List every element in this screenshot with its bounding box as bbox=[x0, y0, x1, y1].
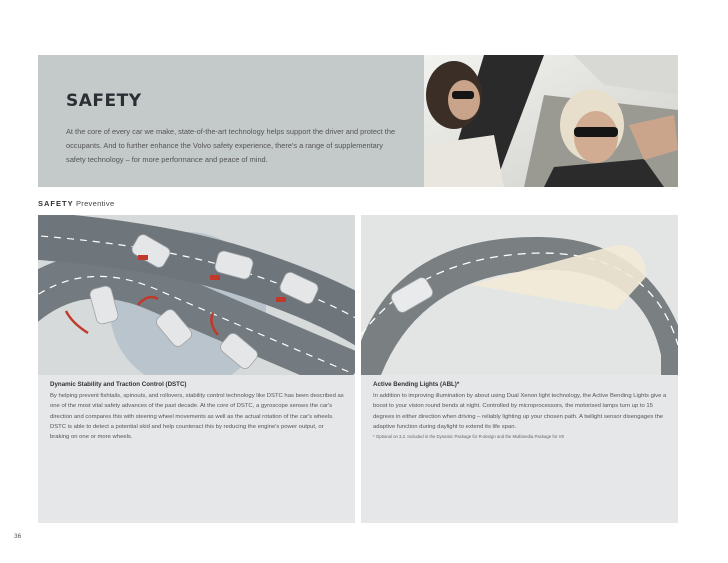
section-label-bold: SAFETY bbox=[38, 199, 74, 208]
intro-text: At the core of every car we make, state-of-the-art technology helps support the driver and protect the occupants. And to further enhance the Volvo safety experience, there's a range of supplementary safety technology – for more performance and peace of mind. bbox=[66, 127, 396, 164]
intro-panel bbox=[38, 55, 424, 187]
abl-footnote: * Optional on 3.2. Included in the Dynamic Package for R-design and the Multimedia Package for V8 bbox=[373, 434, 564, 439]
dstc-title: Dynamic Stability and Traction Control (DSTC) bbox=[50, 381, 187, 388]
section-label-subtitle: Preventive bbox=[75, 199, 115, 208]
dstc-text: By helping prevent fishtails, spinouts, and rollovers, stability control technology like DSTC has been described as one of the most vital safety advances of the past decade. At the core of DSTC, a gyroscope senses the car's direction and compares this with steering wheel movements as well as the actual rotation of the car's wheels. DSTC is able to detect a potential skid and help counteract this by reducing the engine's power output, or braking on one or more wheels. bbox=[50, 393, 344, 441]
dstc-panel bbox=[38, 375, 355, 523]
page-number: 36 bbox=[14, 533, 22, 540]
hero-photo bbox=[424, 55, 678, 187]
abl-text: In addition to improving illumination by about using Dual Xenon light technology, the Active Bending Lights give a boost to your vision round bends at night. Controlled by microprocessors, the motorised lamps turn up to 15 degrees in either direction when driving – reliably lighting up your chosen path. A twilight sensor disengages the adaptive function during daylight to extend its life span. bbox=[373, 393, 667, 430]
page-title: SAFETY bbox=[66, 91, 142, 111]
section-label bbox=[38, 199, 114, 208]
abl-title: Active Bending Lights (ABL)* bbox=[373, 381, 460, 388]
dstc-illustration bbox=[38, 215, 355, 375]
abl-panel bbox=[361, 375, 678, 523]
abl-illustration bbox=[361, 215, 678, 375]
